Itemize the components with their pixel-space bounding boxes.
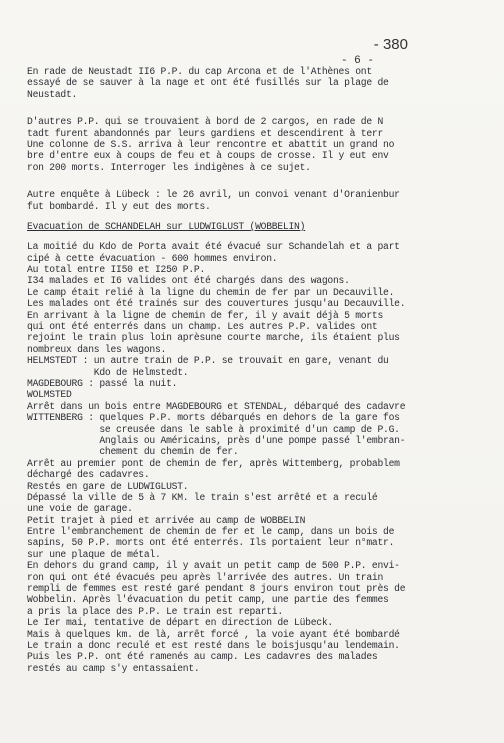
text-line: Puis les P.P. ont été ramenés au camp. Les cadavres des malades	[27, 651, 378, 663]
archive-stamp: - 380	[373, 36, 408, 53]
text-line: fut bombardé. Il y eut des morts.	[27, 200, 211, 212]
document-body	[27, 66, 493, 674]
text-line: Arrêt dans un bois entre MAGDEBOURG et STENDAL, débarqué des cadavre	[27, 400, 406, 412]
page-number: - 6 -	[340, 55, 374, 67]
text-line: se creusée dans le sable à proximité d'un camp de P.G.	[27, 423, 400, 435]
text-line: chement du chemin de fer.	[27, 446, 239, 458]
text-line: WOLMSTED	[27, 389, 72, 401]
text-line: bre d'entre eux à coups de feu et à coups de crosse. Il y eut env	[27, 150, 389, 162]
text-line: HELMSTEDT : un autre train de P.P. se trouvait en gare, venant du	[27, 355, 389, 367]
text-line: sur une plaque de métal.	[27, 548, 161, 560]
text-line: a pris la place des P.P. Le train est reparti.	[27, 605, 283, 617]
text-line: Entre l'embranchement de chemin de fer et le camp, dans un bois de	[27, 526, 395, 538]
text-line: MAGDEBOURG : passé la nuit.	[27, 377, 178, 389]
text-line: une voie de garage.	[27, 503, 133, 515]
text-line: Les malades ont été trainés sur des couvertures jusqu'au Decauville.	[27, 298, 406, 310]
text-line: Evacuation de SCHANDELAH sur LUDWIGLUST (WOBBELIN)	[27, 220, 306, 232]
text-line: Le camp était relié à la ligne du chemin de fer par un Decauville.	[27, 286, 395, 298]
paragraph-evacuation	[27, 241, 493, 674]
paragraph-neustadt	[27, 66, 493, 100]
text-line: rempli de femmes est resté garé pendant 8 jours environ tout près de	[27, 583, 406, 595]
text-line: En rade de Neustadt II6 P.P. du cap Arcona et de l'Athènes ont	[27, 66, 372, 77]
text-line: Neustadt.	[27, 88, 78, 100]
text-line: Une colonne de S.S. arriva à leur rencontre et abattit un grand no	[27, 138, 395, 150]
text-line: tadt furent abandonnés par leurs gardiens et descendirent à terr	[27, 127, 384, 139]
text-line: ron 200 morts. Interroger les indigènes à ce sujet.	[27, 161, 311, 173]
text-line: En arrivant à la ligne de chemin de fer, il y avait déjà 5 morts	[27, 309, 384, 321]
text-line: Petit trajet à pied et arrivée au camp de WOBBELIN	[27, 514, 306, 526]
text-line: Au total entre II50 et I250 P.P.	[27, 264, 206, 276]
text-line: qui ont été enterrés dans un champ. Les autres P.P. valides ont	[27, 321, 378, 333]
text-line: Le train a donc reculé et est resté dans le boisjusqu'au lendemain.	[27, 639, 400, 651]
section-heading	[27, 221, 493, 232]
text-line: déchargé des cadavres.	[27, 469, 150, 481]
text-line: En dehors du grand camp, il y avait un petit camp de 500 P.P. envi-	[27, 560, 400, 572]
text-line: sapins, 50 P.P. morts ont été enterrés. Ils portaient leur n°matr.	[27, 537, 395, 549]
text-line: Kdo de Helmstedt.	[27, 366, 189, 378]
text-line: I34 malades et I6 valides ont été chargés dans des wagons.	[27, 275, 350, 287]
text-line: Arrêt au premier pont de chemin de fer, après Wittemberg, probablem	[27, 457, 400, 469]
text-line: ron qui ont été évacués peu après l'arrivée des autres. Un train	[27, 571, 384, 583]
paragraph-bateaux	[27, 116, 493, 173]
text-line: essayé de se sauver à la nage et ont été fusillés sur la plage de	[27, 77, 389, 89]
text-line: Anglais ou Américains, près d'une pompe passé l'embran-	[27, 434, 406, 446]
text-line: D'autres P.P. qui se trouvaient à bord de 2 cargos, en rade de N	[27, 116, 384, 128]
text-line: Restés en gare de LUDWIGLUST.	[27, 480, 189, 492]
text-line: La moitié du Kdo de Porta avait été évacué sur Schandelah et a part	[27, 241, 400, 253]
paragraph-lubeck	[27, 189, 493, 212]
text-line: nombreux dans les wagons.	[27, 343, 167, 355]
text-line: cipé à cette évacuation - 600 hommes environ.	[27, 252, 278, 264]
text-line: rejoint le train plus loin aprèsune courte marche, ils étaient plus	[27, 332, 400, 344]
text-line: Mais à quelques km. de là, arrêt forcé , la voie ayant été bombardé	[27, 628, 400, 640]
text-line: Le Ier mai, tentative de départ en direction de Lübeck.	[27, 617, 333, 629]
text-line: Wobbelin. Après l'évacuation du petit camp, une partie des femmes	[27, 594, 389, 606]
text-line: Dépassé la ville de 5 à 7 KM. le train s'est arrêté et a reculé	[27, 491, 378, 503]
text-line: WITTENBERG : quelques P.P. morts débarqués en dehors de la gare fos	[27, 412, 400, 424]
text-line: Autre enquête à Lübeck : le 26 avril, un convoi venant d'Oranienbur	[27, 189, 400, 201]
text-line: restés au camp s'y entassaient.	[27, 662, 200, 674]
